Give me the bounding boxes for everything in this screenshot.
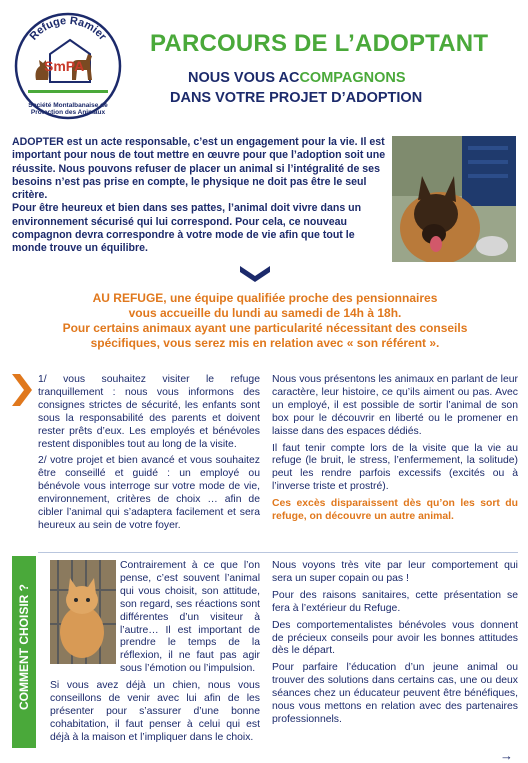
behaviour-paragraph-4: Pour parfaire l’éducation d’un jeune animal ou trouver des solutions dans certains cas, une ou deux séances chez un éducateur peuvent être bénéfiques, nous vous mettons en relation avec des partenaires professionnels. xyxy=(272,662,518,725)
intro-paragraph-2: Pour être heureux et bien dans ses pattes, l’animal doit vivre dans un environnement sécurisé qui lui correspond. Pour cela, ce nouveau compagnon devra correspondre à votre mode de vie afin que tout le monde trouve un équilibre. xyxy=(12,202,362,255)
refuge-line-3: Pour certains animaux ayant une particularité nécessitant des conseils xyxy=(62,321,468,335)
logo xyxy=(12,10,124,122)
dog-photo xyxy=(392,136,516,262)
logo-top-word: Refuge Ramier xyxy=(27,14,109,43)
photo-float-spacer xyxy=(50,560,120,666)
intro-text xyxy=(12,136,386,256)
presentation-highlight: Ces excès disparaissent dès qu’on les sort du refuge, on découvre un autre animal. xyxy=(272,498,518,523)
choose-column-left xyxy=(50,560,260,749)
next-page-arrow[interactable]: → xyxy=(500,748,513,763)
section-divider xyxy=(38,552,518,553)
quote-chevron-icon xyxy=(12,374,32,406)
subtitle-line-1 xyxy=(188,70,406,86)
choose-column-right xyxy=(272,560,518,731)
visit-paragraph-1: 1/ vous souhaitez visiter le refuge tranquillement : nous vous informons des consignes strictes de sécurité, les enfants sont sous la responsabilité des parents et doivent rester prêts d’eux. Les employés et bénévoles restent disponibles tout au long de la visite. xyxy=(38,374,260,450)
visit-paragraph-2: 2/ votre projet et bien avancé et vous souhaitez être conseillé et guidé : un employé ou bénévole vous interroge sur votre mode de vie, environnement, critères de choix … afin de cibler l’animal qui s’adaptera facilement et sera heureux au sein de votre foyer. xyxy=(38,455,260,531)
page-title: PARCOURS DE L’ADOPTANT xyxy=(150,30,489,57)
logo-acronym: SmPA xyxy=(44,58,85,74)
refuge-line-1: AU REFUGE, une équipe qualifiée proche des pensionnaires xyxy=(92,291,438,305)
presentation-paragraph-2: Il faut tenir compte lors de la visite que la vie au refuge (le bruit, le stress, l’enfermement, la solitude) peut les rendre parfois excessifs (excités ou à l’inverse triste et prostré). xyxy=(272,442,518,493)
intro-paragraph-1: ADOPTER est un acte responsable, c’est un engagement pour la vie. Il est important pour nous de tout mettre en œuvre pour que l’adoption soit une réussite. Nous pouvons refuser de placer un animal si l’intégralité de ses besoins n’est pas prise en compte, le physique ne doit pas être le seul critère. xyxy=(12,136,386,202)
logo-line-2: Protection des Animaux xyxy=(30,109,106,116)
refuge-line-4: spécifiques, vous serez mis en relation avec « son référent ». xyxy=(90,336,440,350)
comment-choisir-label: COMMENT CHOISIR ? xyxy=(17,584,31,710)
behaviour-paragraph-2: Pour des raisons sanitaires, cette présentation se fera à l’extérieur du Refuge. xyxy=(272,589,518,614)
choose-paragraph-1: Contrairement à ce que l’on pense, c’est souvent l’animal qui vous choisit, son attitude, son regard, ses réactions sont différentes d’un visiteur à l’autre… Il est important de prendre le temps de la réflexion, il ne faut pas agir sous l’émotion ou l’impulsion. xyxy=(120,560,260,675)
behaviour-paragraph-1: Nous voyons très vite par leur comportement qui sera un super copain ou pas ! xyxy=(272,560,518,584)
visit-column-left xyxy=(38,374,260,537)
choose-paragraph-2: Si vous avez déjà un chien, nous vous conseillons de venir avec lui afin de les présenter pour s’assurer d’une bonne cohabitation, il faut penser à celui qui est déjà à la maison et l’impliquer dans le choix. xyxy=(50,680,260,743)
subtitle-part-1: NOUS VOUS AC xyxy=(188,70,300,86)
behaviour-paragraph-3: Des comportementalistes bénévoles vous donnent de précieux conseils pour avoir les bonnes attitudes dès le départ. xyxy=(272,619,518,657)
subtitle-line-2: DANS VOTRE PROJET D’ADOPTION xyxy=(170,90,423,106)
presentation-paragraph-1: Nous vous présentons les animaux en parlant de leur caractère, leur histoire, ce qu’ils aiment ou pas. Avec un employé, il est possible de sortir l’animal de son box pour le découvrir en liberté ou le promener en laisse dans des espaces dédiés. xyxy=(272,374,518,437)
chevron-down-icon xyxy=(240,266,270,282)
logo-line-1: Société Montalbanaise de xyxy=(28,102,108,109)
subtitle-part-2: COMPAGNONS xyxy=(299,70,406,86)
refuge-info xyxy=(40,291,490,351)
refuge-line-2: vous accueille du lundi au samedi de 14h à 18h. xyxy=(128,306,402,320)
visit-column-right xyxy=(272,374,518,528)
